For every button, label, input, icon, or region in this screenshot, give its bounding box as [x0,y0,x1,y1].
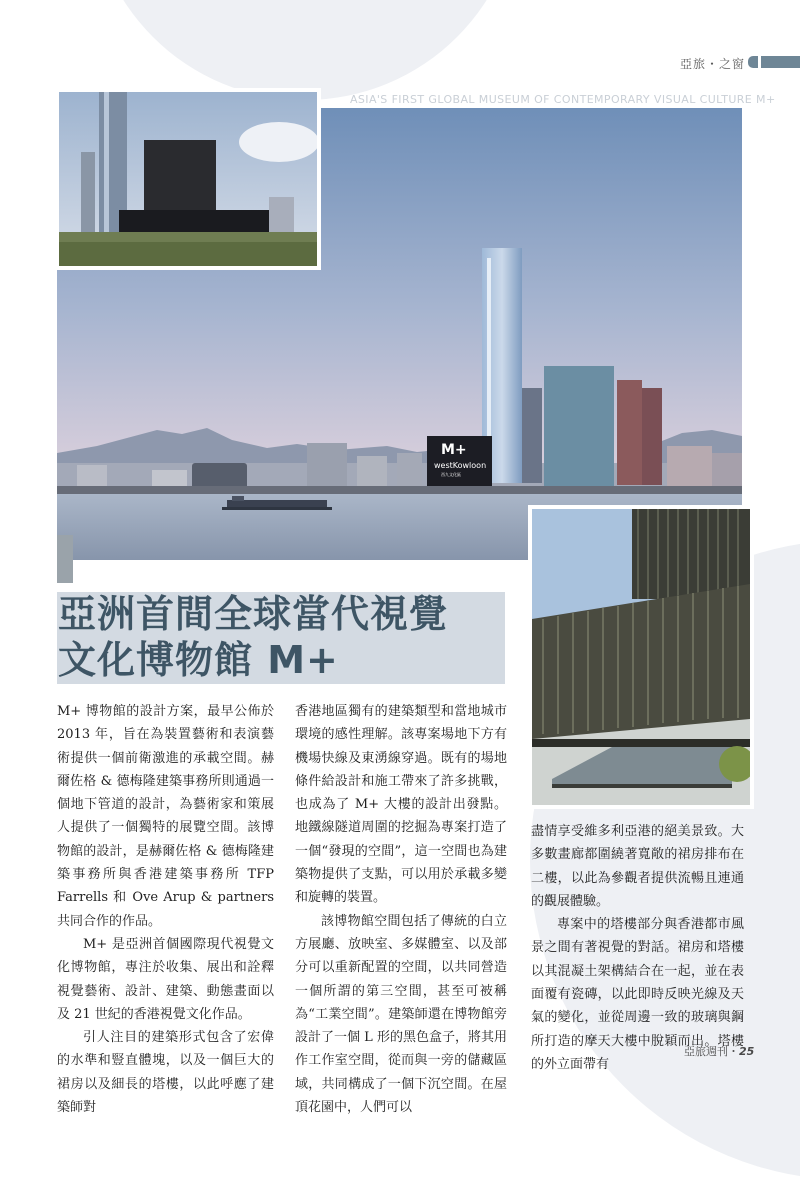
header-accent-bar [748,56,758,68]
paragraph: 專案中的塔樓部分與香港都市風景之間有著視覺的對話。裙房和塔樓以其混凝土架構結合在一起，並在表面覆有瓷磚，以此即時反映光線及天氣的變化，並從周邊一致的玻璃與鋼所打造的摩天大樓中脫穎而出。塔樓的外立面帶有 [531,917,744,1072]
paragraph: M+ 博物館的設計方案，最早公佈於 2013 年，旨在為裝置藝術和表演藝術提供一個前衛激進的承載空間。赫爾佐格 & 德梅隆建築事務所則通過一個地下管道的設計，為藝術家和策展人提供了一個獨特的展覽空間。該博物館的設計，是赫爾佐格 & 德梅隆建築事務所與香港建築事務所 TFP Farrells 和 Ove Arup & partners 共同合作的作品。 [57,704,274,929]
inset-photo-museum-exterior [55,88,321,270]
paragraph: 盡情享受維多利亞港的絕美景致。大多數畫廊都圍繞著寬敞的裙房排布在二樓，以此為參觀者提供流暢且連通的觀展體驗。 [531,824,744,909]
article-column-2 [295,700,507,1119]
decorative-grey-tab [57,535,73,583]
paragraph: 該博物館空間包括了傳統的白立方展廳、放映室、多媒體室、以及部分可以重新配置的空間，以共同營造一個所謂的第三空間，甚至可被稱為“工業空間”。建築師還在博物館旁設計了一個 L 形的黑色盒子，將其用作工作室空間，從而與一旁的儲藏區域，共同構成了一個下沉空間。在屋頂花園中，人們可以 [295,913,507,1116]
article-column-1 [57,700,274,1119]
building-sign-small: 西九文化區 [441,472,461,477]
inset-photo-facade-closeup [528,505,754,809]
building-sign-sub: westKowloon [434,461,487,470]
article-column-3 [531,820,744,1076]
article-title-line-2: 文化博物館 M+ [58,638,339,682]
background-circle-top [90,0,520,100]
paragraph: 香港地區獨有的建築類型和當地城市環境的感性理解。該專案場地下方有機場快線及東湧線穿過。既有的場地條件給設計和施工帶來了許多挑戰，也成為了 M+ 大樓的設計出發點。地鐵線隧道周圍的挖掘為專案打造了一個“發現的空間”，這一空間也為建築物提供了支點，可以用於承載多變和旋轉的裝置。 [295,704,507,906]
header-accent-bar-long [761,56,800,68]
article-title [58,591,448,683]
english-subtitle: ASIA'S FIRST GLOBAL MUSEUM OF CONTEMPORARY VISUAL CULTURE M+ [350,93,776,106]
article-title-line-1: 亞洲首間全球當代視覺 [58,592,449,636]
magazine-name: 亞旅週刊・ [684,1045,739,1058]
paragraph: 引人注目的建築形式包含了宏偉的水準和豎直體塊，以及一個巨大的裙房以及細長的塔樓，以此呼應了建築師對 [57,1030,274,1116]
building-sign-main: M+ [441,442,467,458]
section-label: 亞旅・之窗 [680,57,746,71]
page-footer [684,1043,754,1059]
paragraph: M+ 是亞洲首個國際現代視覺文化博物館，專注於收集、展出和詮釋視覺藝術、設計、建築、動態畫面以及 21 世紀的香港視覺文化作品。 [57,936,274,1022]
page-number: 25 [739,1045,755,1058]
